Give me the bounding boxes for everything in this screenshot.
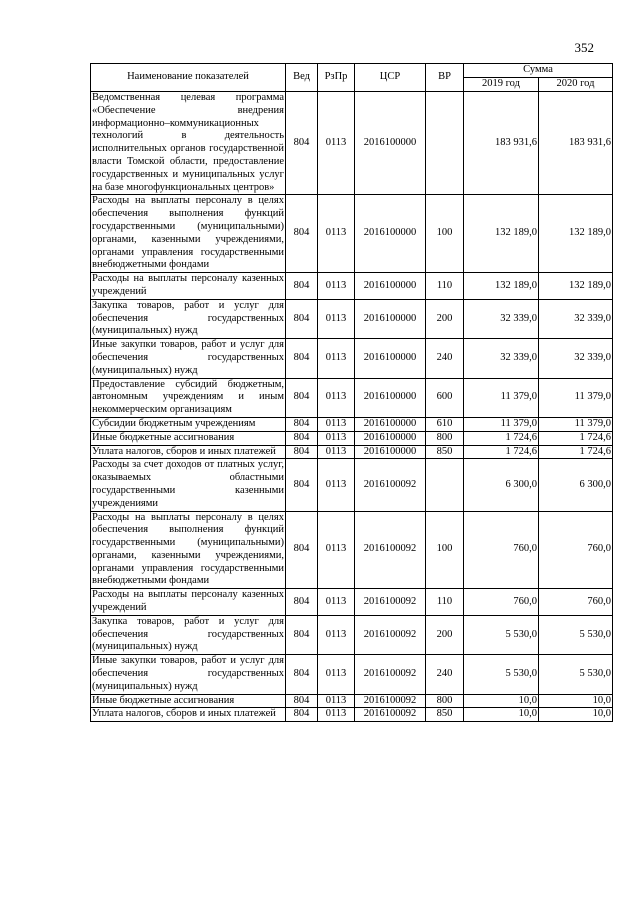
header-year-2019: 2019 год	[464, 78, 539, 92]
header-csr: ЦСР	[355, 64, 426, 92]
row-csr: 2016100000	[355, 445, 426, 459]
row-ved: 804	[286, 445, 318, 459]
table-row	[91, 655, 613, 694]
row-sum-2019: 10,0	[464, 694, 539, 708]
row-name: Закупка товаров, работ и услуг для обеспечения государственных (муниципальных) нужд	[91, 615, 286, 654]
row-rzpr: 0113	[318, 708, 355, 722]
table-row	[91, 511, 613, 589]
row-vr: 800	[426, 431, 464, 445]
table-row	[91, 431, 613, 445]
row-sum-2020: 10,0	[539, 694, 613, 708]
row-vr: 610	[426, 417, 464, 431]
row-ved: 804	[286, 92, 318, 195]
row-name: Закупка товаров, работ и услуг для обеспечения государственных (муниципальных) нужд	[91, 299, 286, 338]
table-row	[91, 589, 613, 616]
row-sum-2020: 760,0	[539, 589, 613, 616]
row-csr: 2016100092	[355, 511, 426, 589]
row-rzpr: 0113	[318, 615, 355, 654]
table-row	[91, 417, 613, 431]
table-row	[91, 694, 613, 708]
row-vr: 110	[426, 589, 464, 616]
row-sum-2019: 5 530,0	[464, 615, 539, 654]
row-ved: 804	[286, 273, 318, 300]
row-csr: 2016100092	[355, 655, 426, 694]
row-ved: 804	[286, 655, 318, 694]
row-sum-2019: 11 379,0	[464, 417, 539, 431]
header-ved: Вед	[286, 64, 318, 92]
header-rzpr: РзПр	[318, 64, 355, 92]
row-sum-2020: 6 300,0	[539, 459, 613, 511]
row-sum-2019: 32 339,0	[464, 339, 539, 378]
row-csr: 2016100092	[355, 694, 426, 708]
table-row	[91, 273, 613, 300]
row-csr: 2016100092	[355, 589, 426, 616]
row-rzpr: 0113	[318, 431, 355, 445]
row-rzpr: 0113	[318, 339, 355, 378]
row-ved: 804	[286, 431, 318, 445]
table-row	[91, 459, 613, 511]
row-ved: 804	[286, 694, 318, 708]
row-rzpr: 0113	[318, 694, 355, 708]
row-sum-2019: 132 189,0	[464, 273, 539, 300]
row-vr: 240	[426, 339, 464, 378]
row-vr: 800	[426, 694, 464, 708]
row-ved: 804	[286, 417, 318, 431]
row-ved: 804	[286, 339, 318, 378]
row-ved: 804	[286, 378, 318, 417]
table-header-row	[91, 64, 613, 78]
row-rzpr: 0113	[318, 459, 355, 511]
row-sum-2019: 760,0	[464, 511, 539, 589]
row-ved: 804	[286, 615, 318, 654]
row-rzpr: 0113	[318, 273, 355, 300]
table-row	[91, 445, 613, 459]
row-sum-2019: 760,0	[464, 589, 539, 616]
row-csr: 2016100000	[355, 92, 426, 195]
row-sum-2019: 32 339,0	[464, 299, 539, 338]
row-csr: 2016100000	[355, 378, 426, 417]
row-name: Расходы на выплаты персоналу в целях обеспечения выполнения функций государственными (муниципальными) органами, казенными учреждениями, органами управления государственными внебюджетными фондами	[91, 511, 286, 589]
row-vr: 100	[426, 195, 464, 273]
row-name: Расходы за счет доходов от платных услуг, оказываемых областными государственными казенными учреждениями	[91, 459, 286, 511]
row-name: Иные закупки товаров, работ и услуг для обеспечения государственных (муниципальных) нужд	[91, 339, 286, 378]
row-vr: 850	[426, 708, 464, 722]
row-rzpr: 0113	[318, 445, 355, 459]
row-sum-2020: 132 189,0	[539, 273, 613, 300]
row-ved: 804	[286, 299, 318, 338]
row-sum-2020: 760,0	[539, 511, 613, 589]
row-csr: 2016100000	[355, 299, 426, 338]
row-name: Субсидии бюджетным учреждениям	[91, 417, 286, 431]
row-csr: 2016100000	[355, 431, 426, 445]
row-name: Расходы на выплаты персоналу казенных учреждений	[91, 273, 286, 300]
row-ved: 804	[286, 589, 318, 616]
row-name: Уплата налогов, сборов и иных платежей	[91, 708, 286, 722]
row-vr: 100	[426, 511, 464, 589]
row-sum-2020: 1 724,6	[539, 445, 613, 459]
row-sum-2019: 1 724,6	[464, 445, 539, 459]
row-ved: 804	[286, 195, 318, 273]
row-vr: 110	[426, 273, 464, 300]
row-rzpr: 0113	[318, 378, 355, 417]
row-csr: 2016100092	[355, 708, 426, 722]
row-sum-2019: 6 300,0	[464, 459, 539, 511]
header-vr: ВР	[426, 64, 464, 92]
row-vr	[426, 92, 464, 195]
row-csr: 2016100000	[355, 273, 426, 300]
row-vr: 200	[426, 615, 464, 654]
row-rzpr: 0113	[318, 417, 355, 431]
table-row	[91, 195, 613, 273]
budget-table	[90, 63, 613, 722]
row-rzpr: 0113	[318, 589, 355, 616]
header-year-2020: 2020 год	[539, 78, 613, 92]
row-csr: 2016100000	[355, 339, 426, 378]
row-sum-2019: 1 724,6	[464, 431, 539, 445]
header-name: Наименование показателей	[91, 64, 286, 92]
row-vr: 240	[426, 655, 464, 694]
page-number: 352	[574, 40, 594, 55]
table-row	[91, 708, 613, 722]
row-ved: 804	[286, 511, 318, 589]
row-vr: 850	[426, 445, 464, 459]
row-sum-2019: 132 189,0	[464, 195, 539, 273]
row-vr	[426, 459, 464, 511]
row-sum-2019: 10,0	[464, 708, 539, 722]
row-ved: 804	[286, 459, 318, 511]
row-name: Уплата налогов, сборов и иных платежей	[91, 445, 286, 459]
row-sum-2020: 32 339,0	[539, 299, 613, 338]
table-row	[91, 299, 613, 338]
row-rzpr: 0113	[318, 92, 355, 195]
row-name: Предоставление субсидий бюджетным, автономным учреждениям и иным некоммерческим организациям	[91, 378, 286, 417]
row-sum-2020: 32 339,0	[539, 339, 613, 378]
row-name: Иные бюджетные ассигнования	[91, 694, 286, 708]
row-rzpr: 0113	[318, 511, 355, 589]
row-name: Расходы на выплаты персоналу в целях обеспечения выполнения функций государственными (муниципальными) органами, казенными учреждениями, органами управления государственными внебюджетными фондами	[91, 195, 286, 273]
row-ved: 804	[286, 708, 318, 722]
row-name: Иные закупки товаров, работ и услуг для обеспечения государственных (муниципальных) нужд	[91, 655, 286, 694]
row-csr: 2016100092	[355, 459, 426, 511]
table-row	[91, 339, 613, 378]
row-sum-2020: 5 530,0	[539, 655, 613, 694]
row-name: Ведомственная целевая программа «Обеспечение внедрения информационно–коммуникационных технологий в деятельность исполнительных органов государственной власти Томской области, предоставление государственных и муниципальных услуг на базе многофункциональных центров»	[91, 92, 286, 195]
row-sum-2019: 183 931,6	[464, 92, 539, 195]
header-sum: Сумма	[464, 64, 613, 78]
row-csr: 2016100000	[355, 417, 426, 431]
row-sum-2020: 11 379,0	[539, 378, 613, 417]
table-row	[91, 378, 613, 417]
table-row	[91, 92, 613, 195]
row-sum-2020: 132 189,0	[539, 195, 613, 273]
row-sum-2020: 5 530,0	[539, 615, 613, 654]
row-sum-2020: 10,0	[539, 708, 613, 722]
table-row	[91, 615, 613, 654]
row-vr: 200	[426, 299, 464, 338]
row-sum-2020: 183 931,6	[539, 92, 613, 195]
row-rzpr: 0113	[318, 299, 355, 338]
row-sum-2019: 11 379,0	[464, 378, 539, 417]
row-rzpr: 0113	[318, 195, 355, 273]
row-sum-2020: 1 724,6	[539, 431, 613, 445]
row-name: Расходы на выплаты персоналу казенных учреждений	[91, 589, 286, 616]
row-vr: 600	[426, 378, 464, 417]
row-name: Иные бюджетные ассигнования	[91, 431, 286, 445]
row-rzpr: 0113	[318, 655, 355, 694]
row-csr: 2016100000	[355, 195, 426, 273]
row-sum-2020: 11 379,0	[539, 417, 613, 431]
row-csr: 2016100092	[355, 615, 426, 654]
row-sum-2019: 5 530,0	[464, 655, 539, 694]
